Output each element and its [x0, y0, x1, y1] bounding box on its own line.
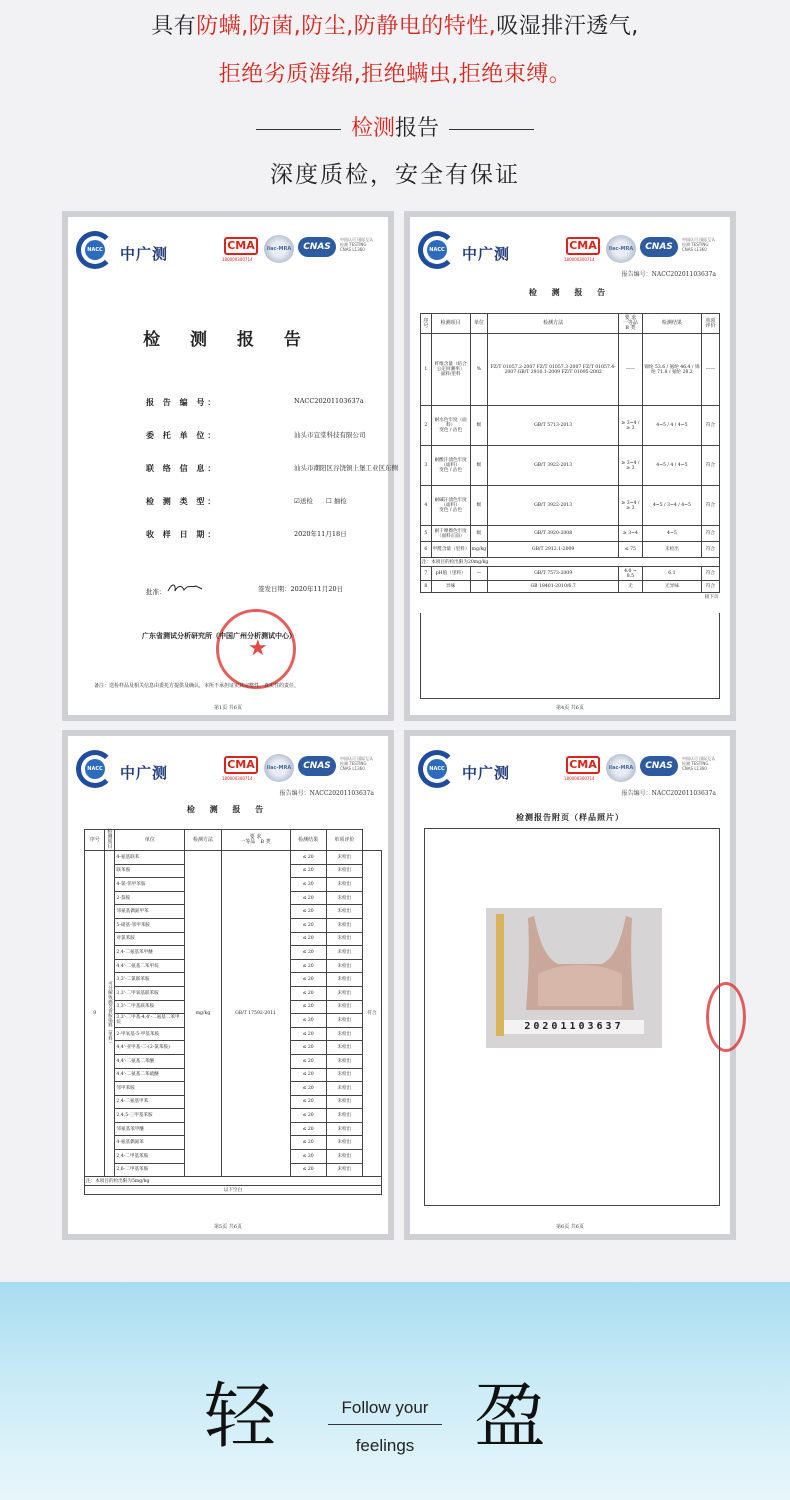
- amine-cell: 3,3'-二甲基联苯胺: [115, 1000, 185, 1014]
- section-title-black: 报告: [395, 116, 440, 141]
- section-title: [0, 111, 790, 142]
- table-header-row: 序号 检测项目 单位 检测方法 要 求 一等品 B 类 检测结果 单项评价: [85, 830, 382, 851]
- table-row: 2,4-二氨基甲苯 ≤ 20 未检出: [85, 1095, 382, 1109]
- table-row: 2,6-二甲基苯胺 ≤ 20 未检出: [85, 1163, 382, 1177]
- table-row: 邻甲苯胺 ≤ 20 未检出: [85, 1082, 382, 1096]
- certification-marks: CMA 180000300714 ilac-MRA CNAS 中国认可 国际互认 检测 TESTING CNAS L1360: [222, 237, 374, 262]
- slogan-bottom: feelings: [355, 1436, 415, 1455]
- amine-cell: 4-氯-邻甲苯胺: [115, 878, 185, 892]
- page5-title: 检 测 报 告: [186, 804, 270, 814]
- amine-cell: 5-硝基-邻甲苯胺: [115, 918, 185, 932]
- banner-char-right: 盈: [474, 1374, 547, 1458]
- amine-cell: 2,4,5-三甲基苯胺: [115, 1109, 185, 1123]
- table-row: 对氯苯胺 ≤ 20 未检出: [85, 932, 382, 946]
- page4-title: 检 测 报 告: [528, 287, 612, 297]
- amine-cell: 4,4'-二氨基二苯硫醚: [115, 1068, 185, 1082]
- sample-label: 20201103637: [504, 1020, 644, 1034]
- ruler-icon: [496, 914, 504, 1036]
- table-row: 2-甲氧基-5-甲基苯胺 ≤ 20 未检出: [85, 1027, 382, 1041]
- sample-photo: [486, 908, 662, 1048]
- ilac-mark: ilac-MRA: [606, 235, 636, 263]
- report-number: 报告编号：NACC20201103637a: [621, 271, 716, 278]
- edge-seal: [706, 982, 746, 1052]
- table-row: 7 pH值（里料） — GB/T 7573-2009 4.0 ~ 8.5 6.1 符合: [421, 567, 720, 581]
- table-row: 6 甲醛含量（里料） mg/kg GB/T 2912.1-2009 ≤ 75 未检出 符合: [421, 542, 720, 558]
- cover-title: 检 测 报 告: [143, 330, 313, 350]
- table-blank-area: [420, 613, 720, 699]
- table-header-row: 序号 检测项目 单位 检测方法 要 求 一等品 B 类 检测结果 单项评价: [421, 314, 720, 334]
- table-row: 5 耐干摩擦色牢度（面料正面） 级 GB/T 3920-2008 ≥ 3~4 4~5 符合: [421, 526, 720, 542]
- banner-char-left: 轻: [204, 1374, 277, 1458]
- intro-line-1-plain-a: 具有: [151, 14, 197, 39]
- table-row: 1 纤维含量（结合公定回潮率） 面料/里料 % FZ/T 01057.2-2007 FZ/T 01057.3-2007 FZ/T 01057.4-2007 GB/T 2910.1-2009 FZ/T 01095-2002 —— 锦纶 53.6 / 氨纶 46.4 / 锦纶 71.8 / 氨纶 28.2 ——: [421, 334, 720, 406]
- page-number: 第4页 共6页: [556, 705, 584, 711]
- ilac-mark: ilac-MRA: [606, 754, 636, 782]
- bra-sample-icon: [516, 914, 644, 1022]
- table-row: 4,4'-二氨基二苯醚 ≤ 20 未检出: [85, 1054, 382, 1068]
- report-cover-page: [68, 217, 398, 715]
- amine-cell: 4,4'-二氨基二苯醚: [115, 1054, 185, 1068]
- slogan-top: Follow your: [341, 1398, 429, 1417]
- intro-line-1-plain-b: 吸湿排汗透气,: [496, 14, 639, 39]
- nacc-logo: NACC 中广测: [76, 231, 186, 275]
- amine-cell: 联苯胺: [115, 864, 185, 878]
- amine-group-label: 可分解致癌芳香胺染料（里料）: [105, 851, 115, 1177]
- cma-mark: CMA: [566, 237, 600, 255]
- amine-cell: 邻氨基偶氮甲苯: [115, 905, 185, 919]
- amine-cell: 邻甲苯胺: [115, 1082, 185, 1096]
- amine-cell: 对氯苯胺: [115, 932, 185, 946]
- amine-cell: 2,4-二氨基甲苯: [115, 1095, 185, 1109]
- amine-cell: 2-甲氧基-5-甲基苯胺: [115, 1027, 185, 1041]
- report-cover-card: [62, 211, 398, 721]
- amine-cell: 3,3'-二甲氧基联苯胺: [115, 986, 185, 1000]
- table-note-row: 注：本项目的检出限为5mg/kg: [85, 1177, 382, 1186]
- table-row: 邻氨基偶氮甲苯 ≤ 20 未检出: [85, 905, 382, 919]
- report-page5-card: [62, 730, 394, 1240]
- amine-table-body: [85, 851, 382, 1195]
- table-row: 联苯胺 ≤ 20 未检出: [85, 864, 382, 878]
- table-row: 4,4'-二氨基二苯硫醚 ≤ 20 未检出: [85, 1068, 382, 1082]
- page5-results-table: [84, 829, 382, 1195]
- certification-marks: CMA 180000300714 ilac-MRA CNAS 中国认可 国际互认 检测 TESTING CNAS L1360: [222, 756, 374, 781]
- table-row: 4-氨基偶氮苯 ≤ 20 未检出: [85, 1136, 382, 1150]
- nacc-logo: NACC 中广测: [418, 750, 528, 794]
- certification-marks: CMA 180000300714 ilac-MRA CNAS 中国认可 国际互认 检测 TESTING CNAS L1360: [564, 237, 716, 262]
- table-row: 2-萘胺 ≤ 20 未检出: [85, 891, 382, 905]
- cover-note: 备注：送检样品及相关信息由委托方提供及确认，本所不承担证实其完整性、真实性的责任。: [94, 683, 300, 689]
- amine-cell: 4,4'-亚甲基-二-(2-氯苯胺): [115, 1041, 185, 1055]
- report-number: 报告编号：NACC20201103637a: [279, 790, 374, 797]
- cnas-mark: CNAS: [640, 756, 678, 776]
- table-row: 3,3'-二甲基联苯胺 ≤ 20 未检出: [85, 1000, 382, 1014]
- amine-cell: 2-萘胺: [115, 891, 185, 905]
- table-row: 2,4-二甲基苯胺 ≤ 20 未检出: [85, 1150, 382, 1164]
- cma-mark: CMA: [224, 237, 258, 255]
- report-number: 报告编号：NACC20201103637a: [621, 790, 716, 797]
- report-page4-card: [404, 211, 736, 721]
- amine-cell: 2,4-二甲基苯胺: [115, 1150, 185, 1164]
- field-date: 收 样 日 期： 2020年11月18日: [146, 529, 347, 539]
- table-row: 4-氯-邻甲苯胺 ≤ 20 未检出: [85, 878, 382, 892]
- report-page6-card: [404, 730, 736, 1240]
- amine-cell: 邻氨基苯甲醚: [115, 1122, 185, 1136]
- cma-mark: CMA: [224, 756, 258, 774]
- signature-icon: [166, 582, 206, 594]
- title-rule-left: [256, 129, 341, 130]
- report-page4-page: [410, 217, 730, 715]
- certification-marks: CMA 180000300714 ilac-MRA CNAS 中国认可 国际互认 检测 TESTING CNAS L1360: [564, 756, 716, 781]
- report-page6-page: [410, 736, 730, 1234]
- sign-date: 签发日期：2020年11月20日: [258, 585, 344, 593]
- field-report-no: 报 告 编 号： NACC20201103637a: [146, 397, 364, 407]
- cnas-mark: CNAS: [640, 237, 678, 257]
- intro-line-1-red: 防螨,防菌,防尘,防静电的特性,: [196, 14, 497, 39]
- table-continue-row: 接下页: [704, 594, 719, 600]
- issuing-org: 广东省测试分析研究所（中国广州分析测试中心）: [142, 631, 296, 640]
- page-number: 第1页 共6页: [214, 705, 242, 711]
- section-title-red: 检测: [350, 116, 395, 141]
- amine-cell: 3,3'-二甲基-4,4'-二氨基二苯甲烷: [115, 1014, 185, 1028]
- ilac-mark: ilac-MRA: [264, 235, 294, 263]
- table-row: 3 耐酸汗渍色牢度（面料） 变色 / 沾色 级 GB/T 3922-2013 ≥ 3~4 / ≥ 3 4~5 / 4 / 4~5 符合: [421, 446, 720, 486]
- approve-label: 批准：: [146, 582, 206, 596]
- field-type: 检 测 类 型： ☑送检 ☐ 抽检: [146, 496, 347, 506]
- page-number: 第6页 共6页: [556, 1224, 584, 1230]
- official-seal: ★: [216, 609, 296, 689]
- table-row: 3,3'-二氯联苯胺 ≤ 20 未检出: [85, 973, 382, 987]
- cma-mark: CMA: [566, 756, 600, 774]
- table-row: 4,4'-亚甲基-二-(2-氯苯胺) ≤ 20 未检出: [85, 1041, 382, 1055]
- field-contact: 联 络 信 息： 汕头市潮阳区谷饶镇上堡工业区东侧: [146, 463, 398, 473]
- table-row: 2,4,5-三甲基苯胺 ≤ 20 未检出: [85, 1109, 382, 1123]
- table-row: 3,3'-二甲基-4,4'-二氨基二苯甲烷 ≤ 20 未检出: [85, 1014, 382, 1028]
- ilac-mark: ilac-MRA: [264, 754, 294, 782]
- table-note-row: 注：本项目的检出限为20mg/kg: [421, 558, 720, 567]
- amine-cell: 3,3'-二氯联苯胺: [115, 973, 185, 987]
- cnas-mark: CNAS: [298, 237, 336, 257]
- field-client: 委 托 单 位： 汕头市宜棠科技有限公司: [146, 430, 366, 440]
- slogan-divider: [328, 1424, 442, 1425]
- table-row: 邻氨基苯甲醚 ≤ 20 未检出: [85, 1122, 382, 1136]
- intro-line-1: [0, 9, 790, 40]
- amine-cell: 4-氨基联苯: [115, 851, 185, 865]
- report-page5-page: [68, 736, 388, 1234]
- table-row: 4,4'-二氨基二苯甲烷 ≤ 20 未检出: [85, 959, 382, 973]
- table-end-row: 以下空白: [85, 1186, 382, 1195]
- amine-cell: 4,4'-二氨基二苯甲烷: [115, 959, 185, 973]
- title-rule-right: [449, 129, 534, 130]
- table-row: 4 耐碱汗渍色牢度（面料） 变色 / 沾色 级 GB/T 3922-2013 ≥ 3~4 / ≥ 3 4~5 / 3~4 / 4~5 符合: [421, 486, 720, 526]
- nacc-logo: NACC 中广测: [76, 750, 186, 794]
- section-subtitle: 深度质检，安全有保证: [270, 162, 520, 188]
- intro-line-2: 拒绝劣质海绵,拒绝螨虫,拒绝束缚。: [218, 62, 572, 87]
- table-row: 8 异味 GB 18401-2010/6.7 无 无异味 符合: [421, 581, 720, 593]
- bottom-banner: [0, 1282, 790, 1500]
- page6-title: 检测报告附页（样品照片）: [516, 812, 624, 822]
- amine-cell: 4-氨基偶氮苯: [115, 1136, 185, 1150]
- table-row: 3,3'-二甲氧基联苯胺 ≤ 20 未检出: [85, 986, 382, 1000]
- table-row: 9 可分解致癌芳香胺染料（里料） 4-氨基联苯 mg/kg GB/T 17592-2011 ≤ 20 未检出 符合: [85, 851, 382, 865]
- nacc-logo: NACC 中广测: [418, 231, 528, 275]
- amine-cell: 2,4-二氨基苯甲醚: [115, 946, 185, 960]
- table-row: 5-硝基-邻甲苯胺 ≤ 20 未检出: [85, 918, 382, 932]
- page-number: 第5页 共6页: [214, 1224, 242, 1230]
- table-row: 2,4-二氨基苯甲醚 ≤ 20 未检出: [85, 946, 382, 960]
- page4-results-table: [420, 313, 720, 602]
- amine-cell: 2,6-二甲基苯胺: [115, 1163, 185, 1177]
- cnas-mark: CNAS: [298, 756, 336, 776]
- table-row: 2 耐水色牢度（面料） 变色 / 沾色 级 GB/T 5713-2013 ≥ 3~4 / ≥ 3 4~5 / 4 / 4~5 符合: [421, 406, 720, 446]
